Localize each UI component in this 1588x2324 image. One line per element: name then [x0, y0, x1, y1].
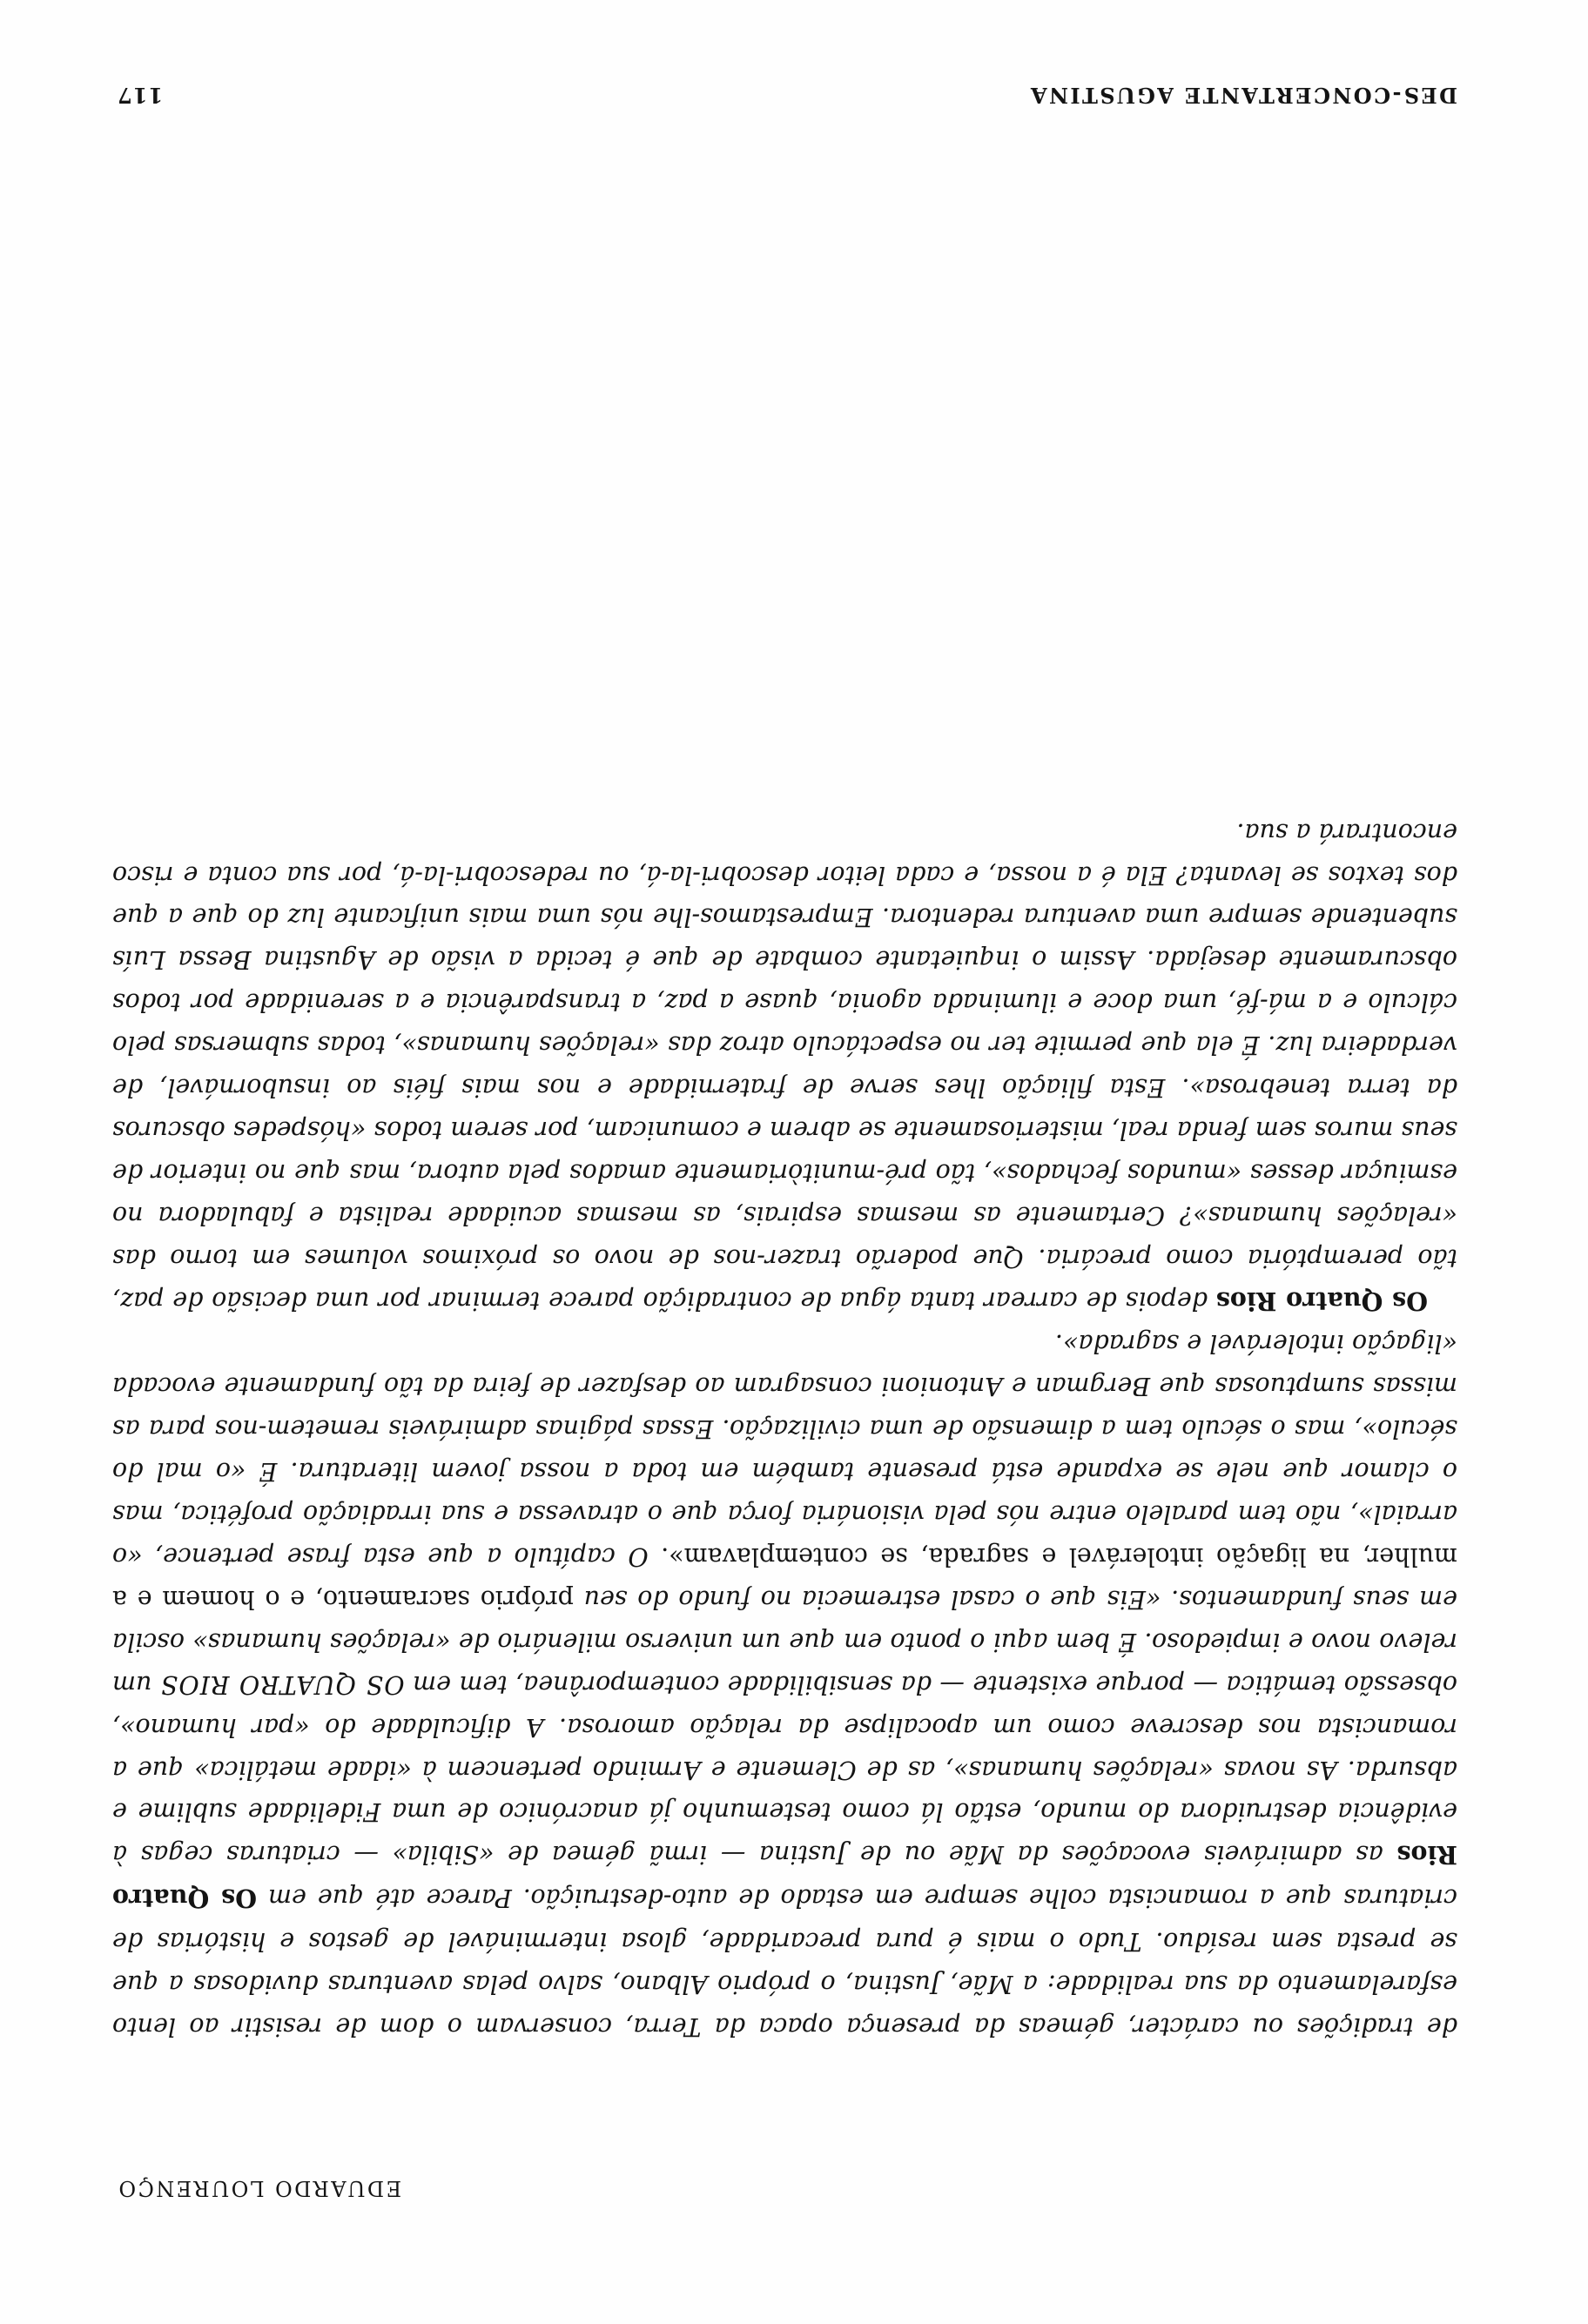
running-head-title: DES-CONCERTANTE AGUSTINA — [1028, 83, 1457, 108]
text-run: um relevo novo e impiedoso. É bem aqui o ponto em que um universo milenário de «relações humanas» oscila em seus fundamentos. «Eis que o casal estremecia no fundo do seu — [112, 1584, 1457, 1699]
paragraph — [112, 810, 1457, 1322]
book-title: Os Quatro Rios — [112, 1840, 1457, 1914]
paragraph — [112, 1322, 1457, 2047]
text-run: depois de carrear tanta água de contradição parece terminar por uma decisão de paz, tão peremptória como precária. Que poderão trazer-nos de novo os próximos volumes em torno das «relações humanas»? Certamente as mesmas espirais, as mesmas acuidade realista e fabuladora no esmiuçar desses «mundos fechados», tão pré-munitòriamente amados pela autora, mas que no interior de seus muros sem fenda real, misteriosamente se abrem e comunicam, por serem todos «hóspedes obscuros da terra tenebrosa». Esta filiação lhes serve de fraternidade e nos mais fiéis ao insubornável, de verdadeira luz. É ela que permite ter no espectáculo atroz das «relações humanas», todas submersas pelo cálculo e a má-fé, uma doce e iluminada agonia, quase a paz, a transparência e a serenidade por todos obscuramente desejada. Assim o inquietante combate de que é tecida a visão de Agustina Bessa Luís subentende sempre uma aventura redentora. Emprestamos-lhe nós uma mais unificante luz do que a que dos textos se levanta? Ela é a nossa, e cada leitor descobri-la-á, ou redescobri-la-á, por sua conta e risco encontrará a sua. — [112, 817, 1457, 1315]
text-run: as admiráveis evocações da Mãe ou de Justina — irmã gémea de «Sibila» — criaturas cegas à evidência destruidora do mundo, estão lá como testemunho já anacrónico de uma Fidelidade sublime e absurda. As novas «relações humanas», as de Clemente e Armindo pertencem à «idade metálica» que a romancista nos descreve como um apocalipse da relação amorosa. A dificuldade do «par humano», obsessão temática — porque existente — da sensibilidade contemporânea, tem em — [112, 1669, 1457, 1870]
page-number: 117 — [117, 83, 164, 108]
book-title: Os Quatro Rios — [1215, 1286, 1428, 1316]
text-run: próprio sacramento, e o homem e a mulher, na ligação intolerável e sagrada, se contemplavam». — [112, 1542, 1457, 1614]
author-signature: EDUARDO LOURENÇO — [117, 2176, 402, 2200]
running-head — [117, 73, 1457, 108]
text-run: O capítulo a que esta frase pertence, «o arraial», não tem paralelo entre nós pela visionária força que o atravessa e sua irradiação profética, mas o clamor que nele se expande está presente também em toda a nossa jovem literatura. É «o mal do século», mas o século tem a dimensão de uma civilização. Essas páginas admiráveis remetem-nos para as missas sumptuosas que Bergman e Antonioni consagram ao desfazer de feira da tão fundamente evocada «ligação intolerável e sagrada». — [112, 1329, 1457, 1572]
book-title-caps: OS QUATRO RIOS — [159, 1669, 405, 1699]
text-run: de tradições ou carácter, gémeas da presença opaca da Terra, conservam o dom de resistir ao lento esfarelamento da sua realidade: a Mãe, Justina, o próprio Albano, salvo pelas aventuras duvidosas a que se presta sem resíduo. Tudo o mais é pura precaridade, glosa interminável de gestos e histórias de criaturas que a romancista colhe sempre em estado de auto-destruição. Parece até que em — [112, 1884, 1457, 2041]
essay-body — [112, 810, 1457, 2047]
